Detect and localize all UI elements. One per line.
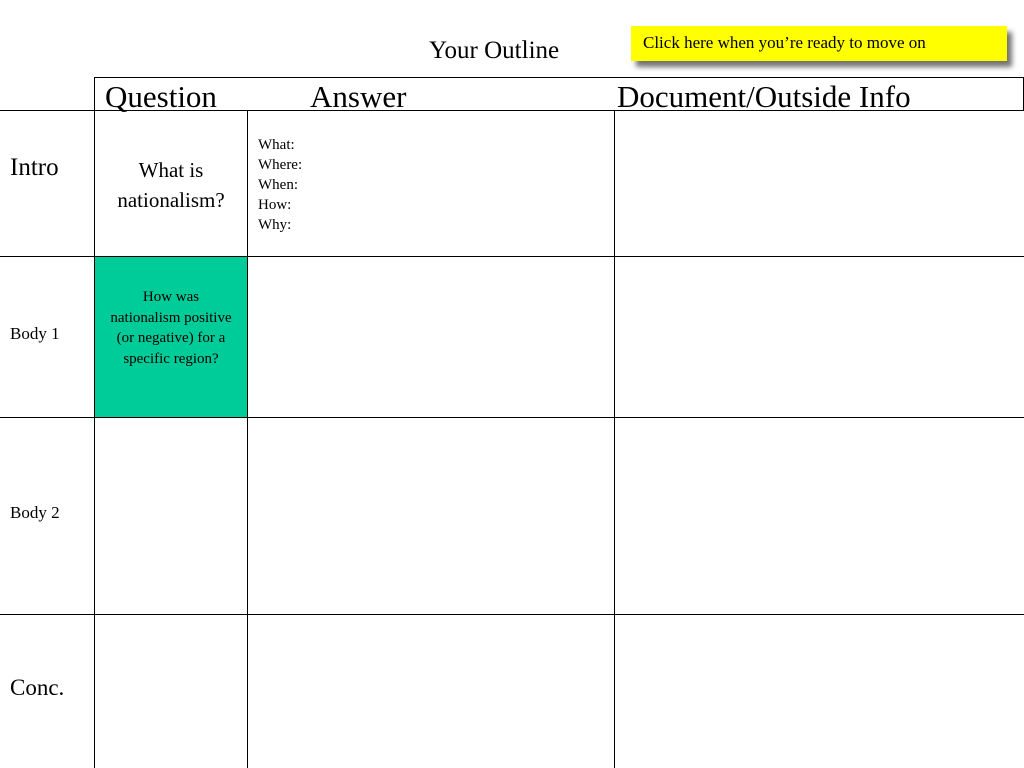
header-question: Question (105, 79, 217, 114)
move-on-button[interactable]: Click here when you’re ready to move on (631, 26, 1007, 61)
grid-line-left (94, 77, 95, 768)
intro-answer-prompts (258, 135, 302, 235)
grid-line-question-right (247, 111, 248, 768)
row-label-intro: Intro (10, 154, 59, 181)
intro-question: What is nationalism? (117, 158, 225, 212)
grid-line-top (94, 77, 1024, 78)
header-document: Document/Outside Info (617, 79, 911, 114)
grid-line-body2-bottom (0, 614, 1024, 615)
page-title: Your Outline (429, 37, 560, 64)
row-label-body-1: Body 1 (10, 324, 60, 343)
grid-line-answer-right (614, 111, 615, 768)
prompt-when: When: (258, 177, 298, 193)
body-1-question: How was nationalism positive (or negative) for a specific region? (110, 289, 232, 367)
prompt-why: Why: (258, 217, 292, 233)
prompt-where: Where: (258, 157, 303, 173)
row-label-body-2: Body 2 (10, 503, 60, 522)
prompt-what: What: (258, 137, 295, 153)
row-label-conclusion: Conc. (10, 675, 65, 700)
prompt-how: How: (258, 197, 292, 213)
header-answer: Answer (310, 79, 407, 114)
grid-line-body1-bottom (0, 417, 1024, 418)
